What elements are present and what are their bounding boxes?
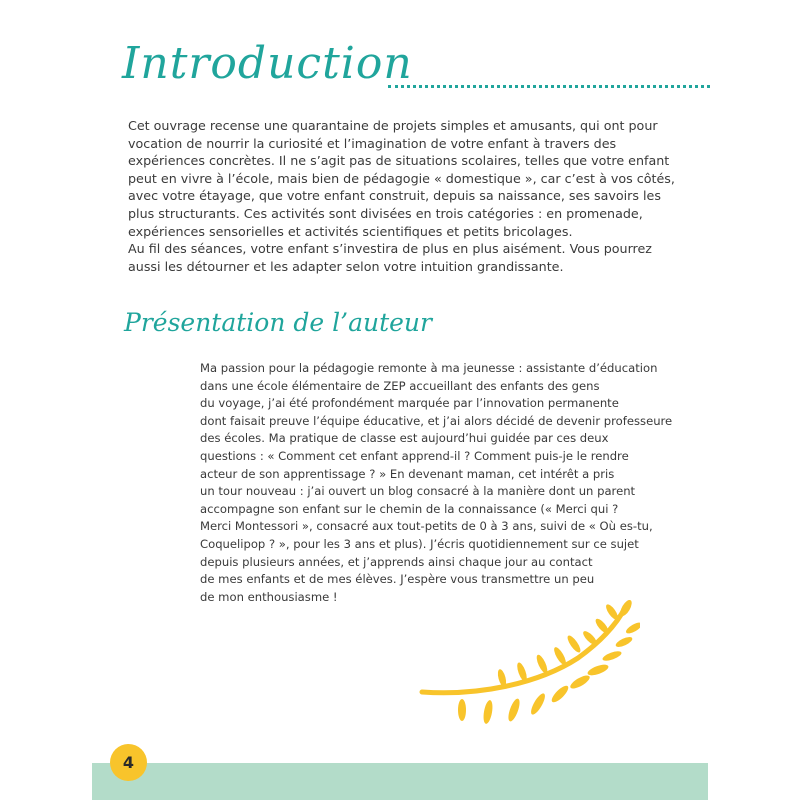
intro-line: peut en vivre à l’école, mais bien de pédagogie « domestique », car c’est à vos côtés,	[128, 170, 675, 186]
page-number-badge: 4	[110, 744, 147, 781]
author-line: dans une école élémentaire de ZEP accueillant des enfants des gens	[200, 378, 600, 393]
author-line: Merci Montessori », consacré aux tout-petits de 0 à 3 ans, suivi de « Où es-tu,	[200, 519, 653, 534]
leaf-branch-icon	[418, 600, 640, 740]
author-line: du voyage, j’ai été profondément marquée par l’innovation permanente	[200, 396, 619, 411]
author-line: de mon enthousiasme !	[200, 589, 338, 604]
footer-band	[92, 763, 708, 800]
author-line: accompagne son enfant sur le chemin de la connaissance (« Merci qui ?	[200, 501, 619, 516]
intro-line: vocation de nourrir la curiosité et l’imagination de votre enfant à travers des	[128, 135, 617, 151]
author-line: Ma passion pour la pédagogie remonte à ma jeunesse : assistante d’éducation	[200, 361, 658, 375]
intro-line: plus structurants. Ces activités sont divisées en trois catégories : en promenade,	[128, 205, 643, 221]
page-title: Introduction	[122, 38, 413, 89]
author-line: un tour nouveau : j’ai ouvert un blog consacré à la manière dont un parent	[200, 484, 636, 499]
author-line: de mes enfants et de mes élèves. J’espère vous transmettre un peu	[200, 572, 595, 587]
intro-line: Au fil des séances, votre enfant s’investira de plus en plus aisément. Vous pourrez	[128, 241, 652, 257]
intro-line: aussi les détourner et les adapter selon votre intuition grandissante.	[128, 258, 564, 274]
intro-line: expériences concrètes. Il ne s’agit pas de situations scolaires, telles que votre enfant	[128, 153, 670, 169]
author-line: questions : « Comment cet enfant apprend-il ? Comment puis-je le rendre	[200, 448, 629, 463]
author-line: acteur de son apprentissage ? » En devenant maman, cet intérêt a pris	[200, 466, 615, 481]
section-title-author: Présentation de l’auteur	[124, 308, 432, 337]
author-line: dont faisait preuve l’équipe éducative, et j’ai alors décidé de devenir professeure	[200, 413, 673, 428]
intro-line: expériences sensorielles et activités scientifiques et petits bricolages.	[128, 223, 573, 239]
intro-paragraph	[128, 117, 706, 275]
author-line: des écoles. Ma pratique de classe est aujourd’hui guidée par ces deux	[200, 431, 609, 446]
author-line: Coquelipop ? », pour les 3 ans et plus). J’écris quotidiennement sur ce sujet	[200, 536, 639, 551]
author-paragraph	[200, 360, 673, 606]
title-dotted-rule	[388, 85, 710, 88]
author-line: depuis plusieurs années, et j’apprends ainsi chaque jour au contact	[200, 554, 593, 569]
intro-line: Cet ouvrage recense une quarantaine de projets simples et amusants, qui ont pour	[128, 118, 658, 133]
intro-line: avec votre étayage, que votre enfant construit, depuis sa naissance, ses savoirs les	[128, 188, 661, 204]
